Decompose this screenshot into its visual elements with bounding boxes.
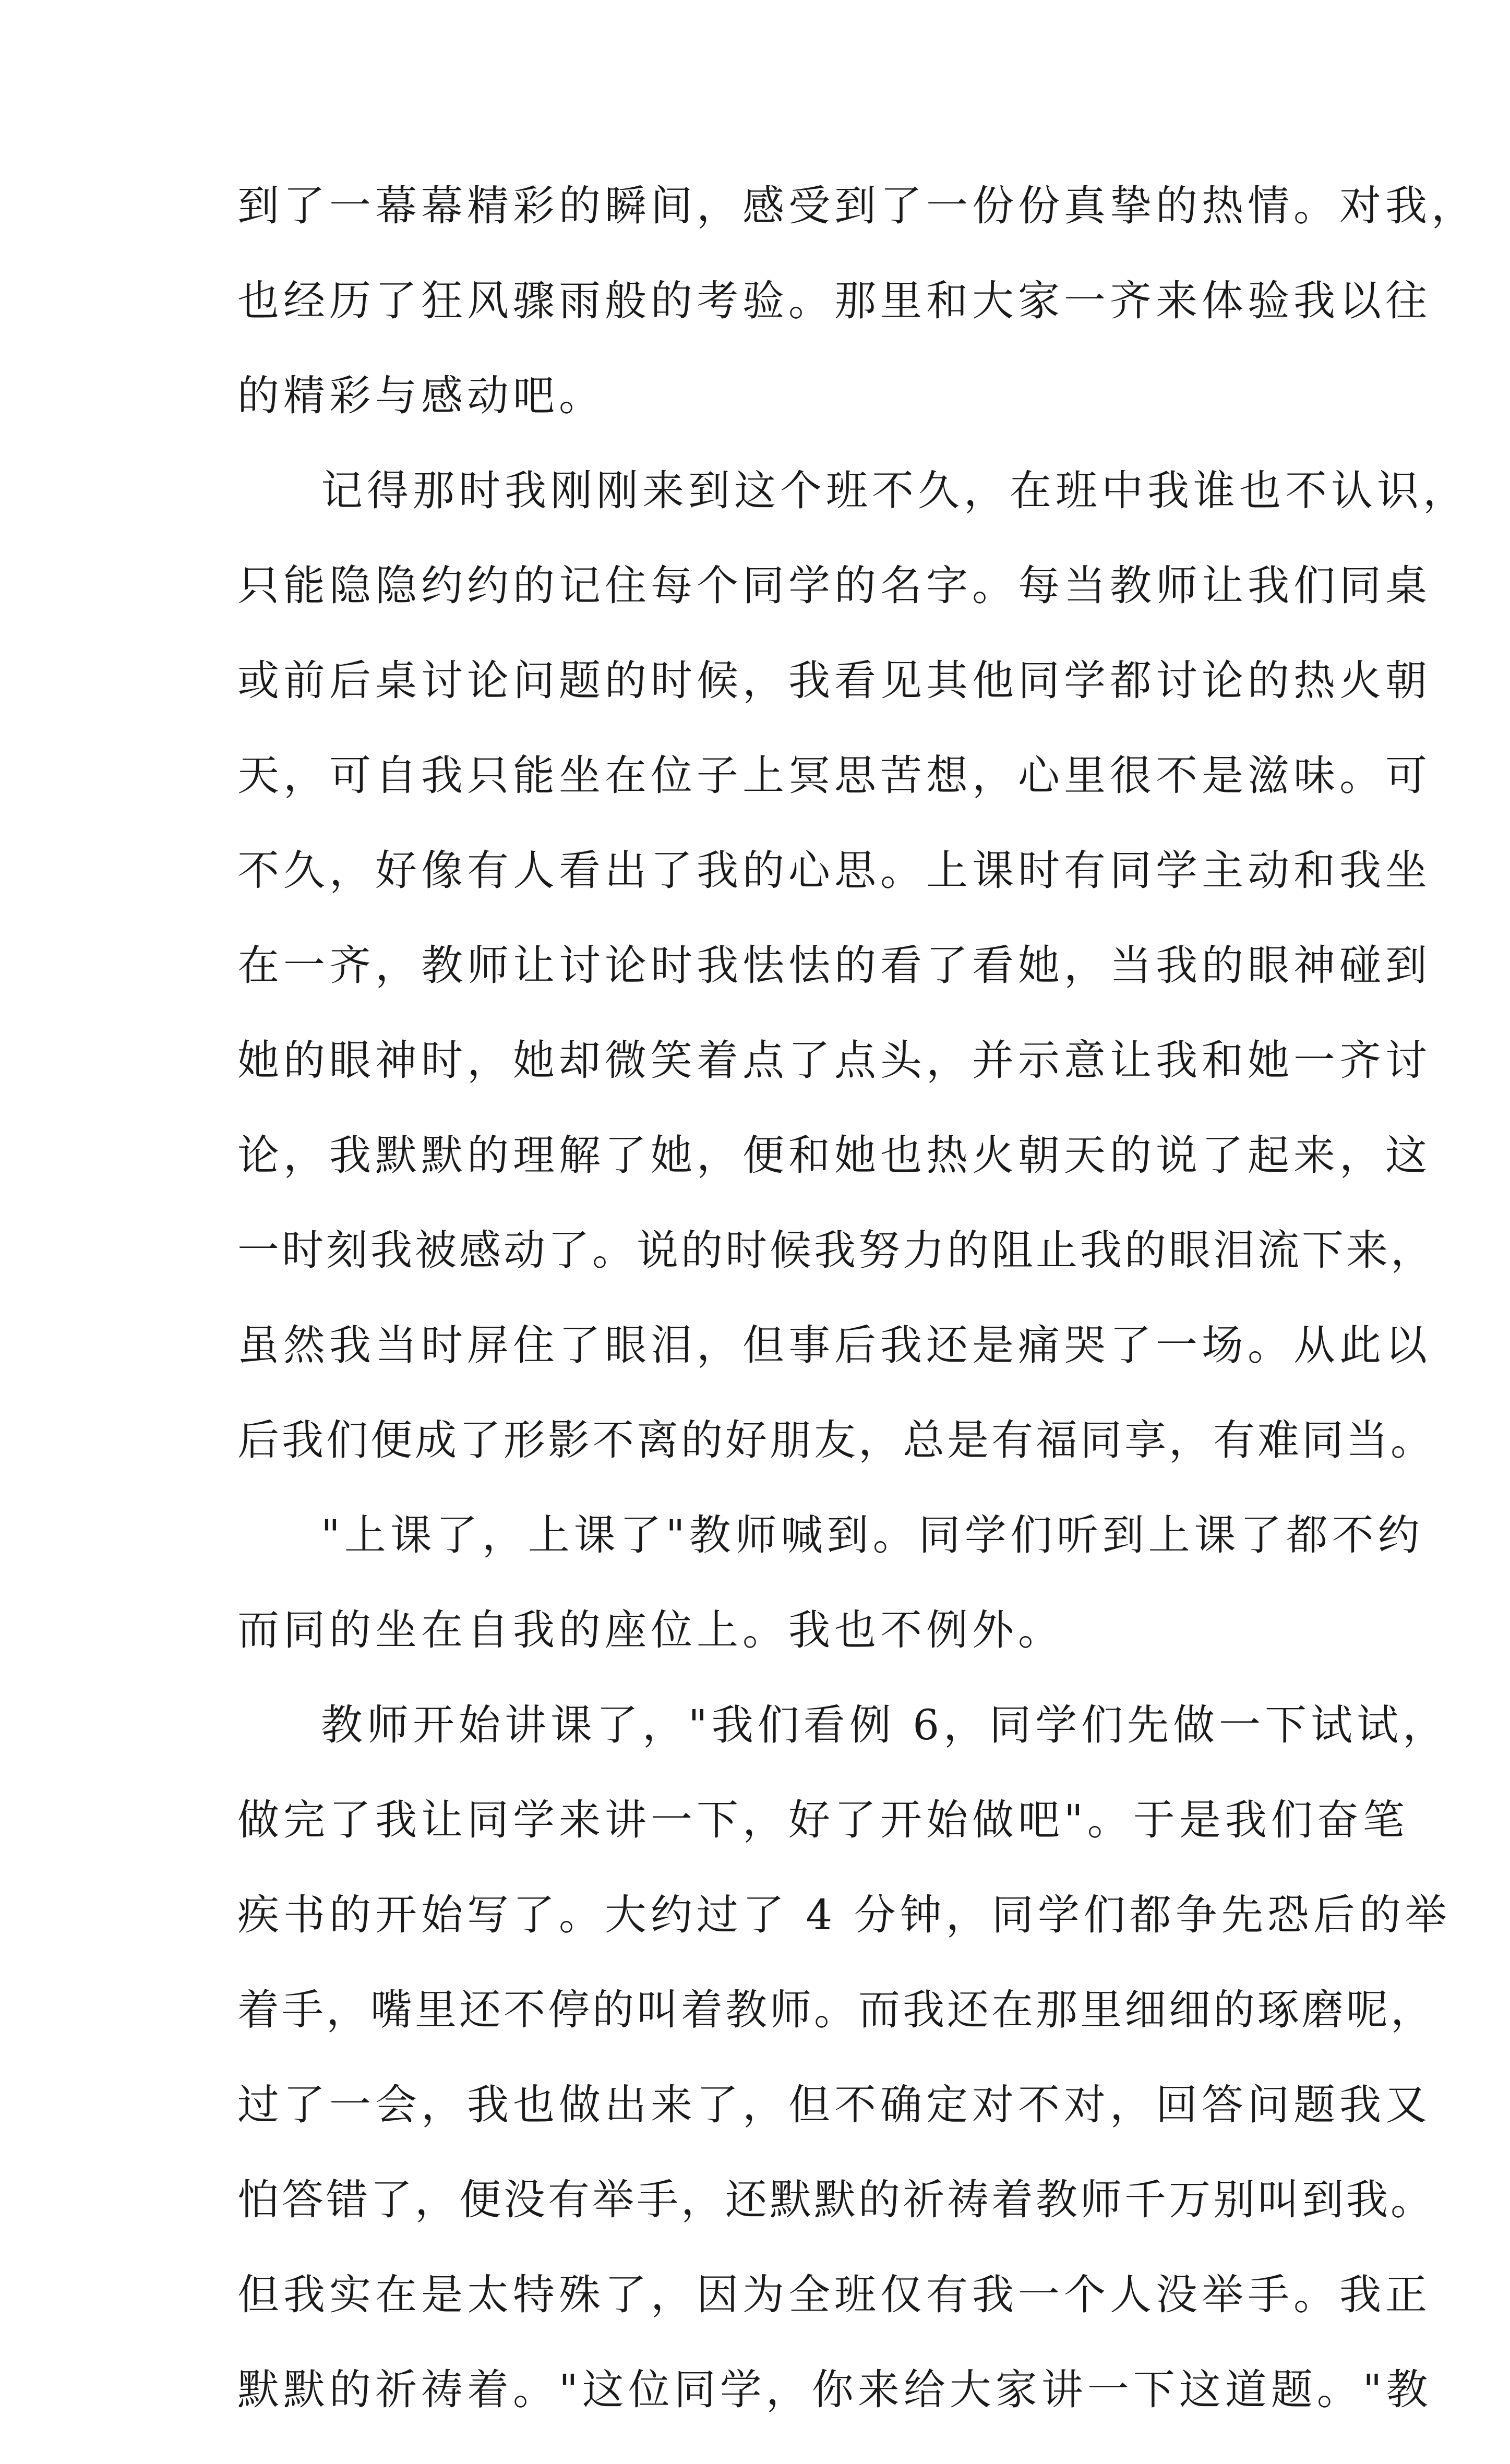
text-line: 虽然我当时屏住了眼泪，但事后我还是痛哭了一场。从此以 [237,1321,1431,1369]
text-line: 着手，嘴里还不停的叫着教师。而我还在那里细细的琢磨呢， [237,1986,1435,2034]
text-line: 而同的坐在自我的座位上。我也不例外。 [237,1606,1064,1654]
text-line: 疾书的开始写了。大约过了 4 分钟，同学们都争先恐后的举 [237,1891,1451,1939]
text-line: 或前后桌讨论问题的时候，我看见其他同学都讨论的热火朝 [237,656,1431,705]
text-line: 只能隐隐约约的记住每个同学的名字。每当教师让我们同桌 [237,561,1431,610]
text-line: 做完了我让同学来讲一下，好了开始做吧"。于是我们奋笔 [237,1796,1409,1844]
text-line: 的精彩与感动吧。 [237,371,605,420]
body-text [237,182,1477,2464]
paragraph-start-line: 教师开始讲课了，"我们看例 6，同学们先做一下试试， [321,1701,1449,1749]
text-line: 怕答错了，便没有举手，还默默的祈祷着教师千万别叫到我。 [237,2175,1435,2224]
text-line: 默默的祈祷着。"这位同学，你来给大家讲一下这道题。"教 [237,2365,1432,2414]
text-line: 不久，好像有人看出了我的心思。上课时有同学主动和我坐 [237,846,1431,895]
text-line: 在一齐，教师让讨论时我怯怯的看了看她，当我的眼神碰到 [237,941,1431,990]
text-line: 也经历了狂风骤雨般的考验。那里和大家一齐来体验我以往 [237,277,1431,325]
text-line: 到了一幕幕精彩的瞬间，感受到了一份份真挚的热情。对我， [237,182,1477,230]
paragraph-start-line: 记得那时我刚刚来到这个班不久，在班中我谁也不认识， [321,466,1469,515]
text-line: 天，可自我只能坐在位子上冥思苦想，心里很不是滋味。可 [237,751,1431,800]
text-line: 过了一会，我也做出来了，但不确定对不对，回答问题我又 [237,2081,1431,2129]
text-line: 她的眼神时，她却微笑着点了点头，并示意让我和她一齐讨 [237,1036,1431,1085]
text-line: 论，我默默的理解了她，便和她也热火朝天的说了起来，这 [237,1131,1431,1180]
text-line: 后我们便成了形影不离的好朋友，总是有福同享，有难同当。 [237,1416,1435,1464]
text-line: 一时刻我被感动了。说的时候我努力的阻止我的眼泪流下来， [237,1226,1435,1275]
text-line: 但我实在是太特殊了，因为全班仅有我一个人没举手。我正 [237,2270,1431,2319]
paragraph-start-line: "上课了，上课了"教师喊到。同学们听到上课了都不约 [321,1511,1424,1559]
